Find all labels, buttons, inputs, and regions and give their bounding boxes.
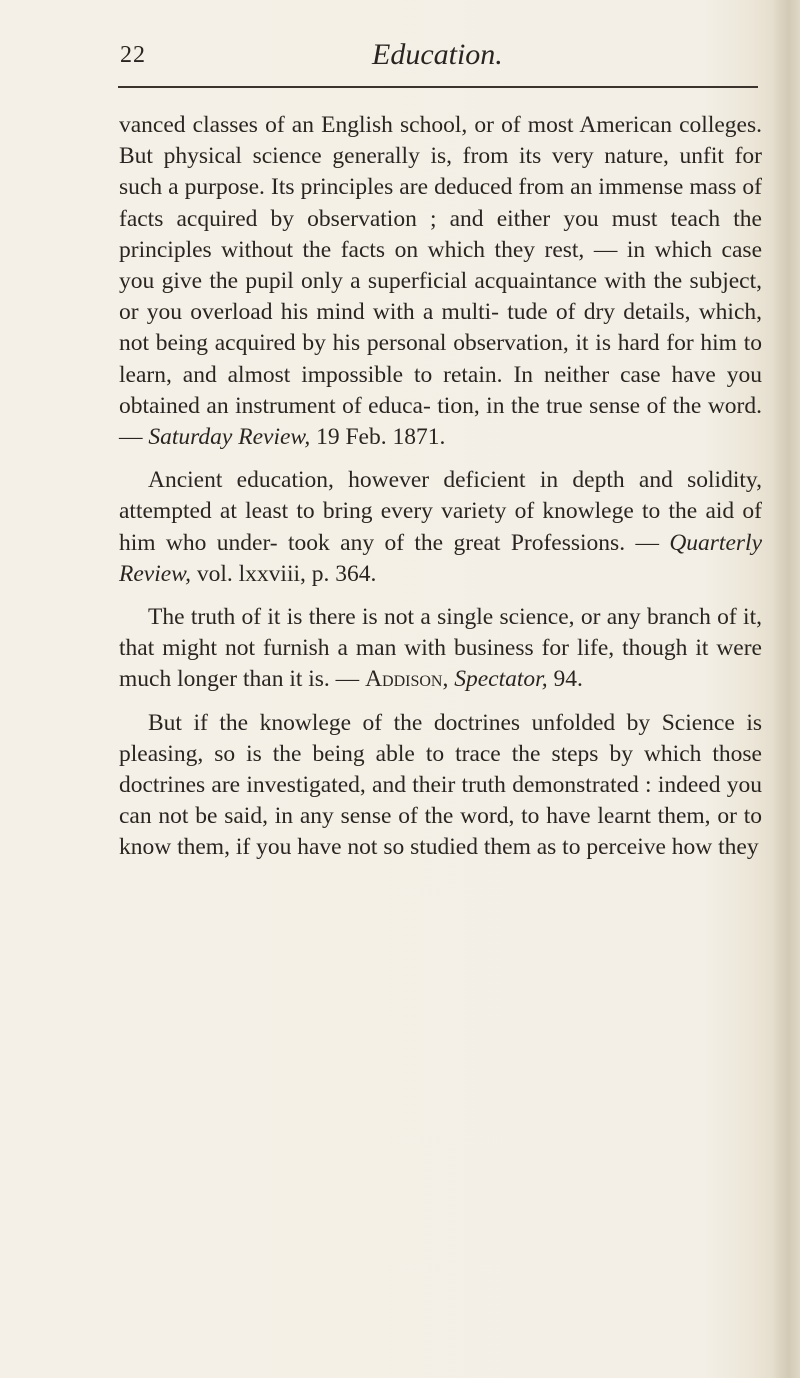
paragraph-4 bbox=[119, 708, 762, 864]
paragraph-1 bbox=[119, 110, 762, 453]
paragraph-3 bbox=[119, 602, 762, 696]
citation-source-title: Quarterly Review, bbox=[119, 529, 762, 587]
citation-source-title: Spectator, bbox=[454, 666, 548, 693]
citation-reference: 94. bbox=[547, 666, 583, 693]
paragraph-1-text: vanced classes of an English school, or of most American colleges. But physical science generally is, from its very nature, unfit for such a purpose. Its principles are deduced from an immense mass of facts acquired by observation ; and either you must teach the principles without the facts on which they rest, — in which case you give the pupil only a superficial acquaintance with the subject, or you overload his mind with a multi- tude of dry details, which, not being acquired by his personal observation, it is hard for him to learn, and almost impossible to retain. In neither case have you obtained an instrument of educa- tion, in the true sense of the word. — bbox=[119, 112, 762, 451]
citation-source-title: Saturday Review, bbox=[148, 424, 311, 451]
citation-reference: vol. lxxviii, p. 364. bbox=[190, 560, 377, 587]
running-header bbox=[120, 36, 760, 80]
paragraph-2 bbox=[119, 465, 762, 590]
paragraph-2-text: Ancient education, however deficient in depth and solidity, attempted at least to bring every variety of knowlege to the aid of him who under- took any of the great Professions. — bbox=[119, 467, 762, 556]
running-title: Education. bbox=[372, 38, 503, 71]
page-number: 22 bbox=[120, 42, 146, 68]
page-edge-shadow bbox=[772, 0, 800, 1378]
paragraph-3-text: The truth of it is there is not a single science, or any branch of it, that might not furnish a man with business for life, though it were much longer than it is. — bbox=[119, 604, 762, 693]
citation-date: 19 Feb. 1871. bbox=[310, 424, 446, 451]
paragraph-4-text: But if the knowlege of the doctrines unfolded by Science is pleasing, so is the being able to trace the steps by which those doctrines are investigated, and their truth demonstrated : indeed you can not be said, in any sense of the word, to have learnt them, or to know them, if you have not so studied them as to perceive how they bbox=[119, 709, 762, 861]
header-rule bbox=[118, 86, 758, 88]
body-text bbox=[119, 110, 762, 876]
citation-author: Addison, bbox=[365, 666, 449, 693]
